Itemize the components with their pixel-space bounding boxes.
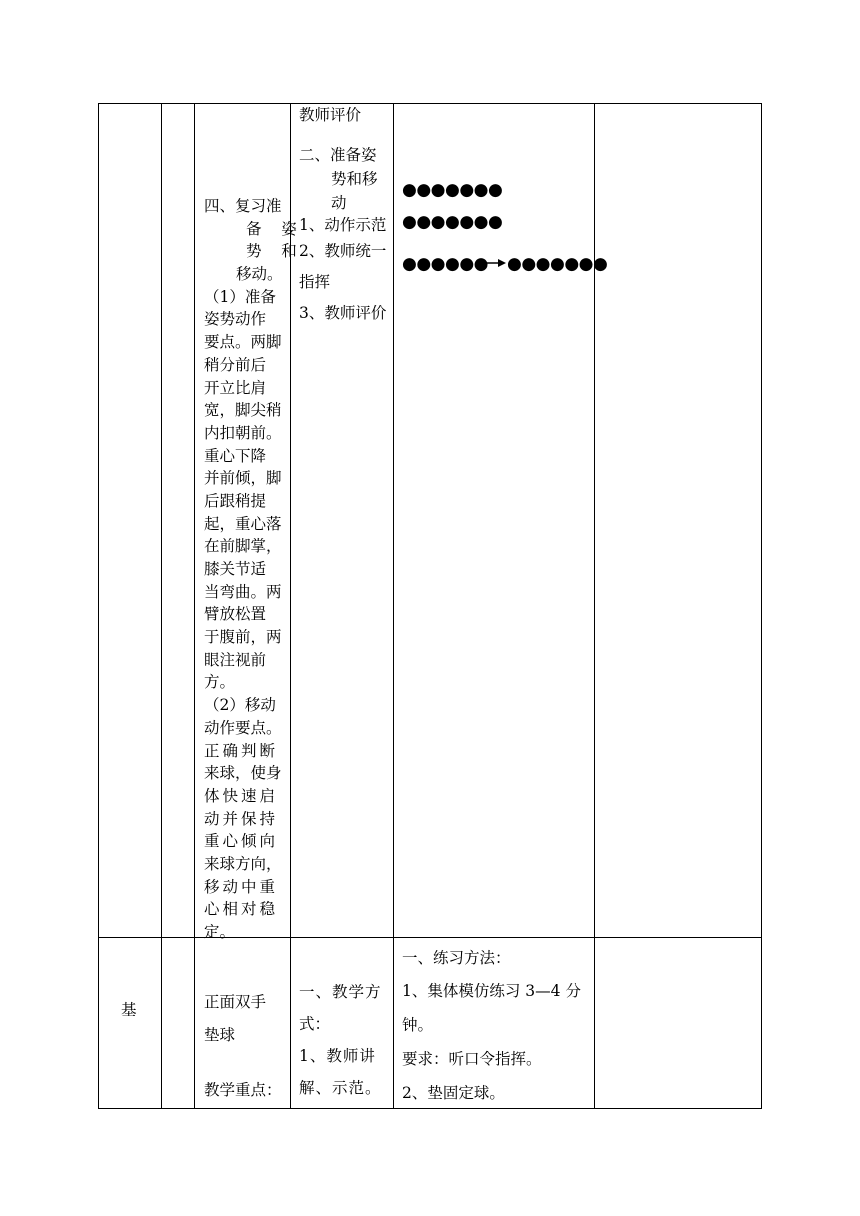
content-line: 起，重心落 xyxy=(204,514,282,533)
table-border-left xyxy=(98,103,99,1109)
content-line: 备 姿 xyxy=(246,219,297,238)
column-divider xyxy=(161,103,162,1109)
content-line: 膝关节适 xyxy=(204,560,267,578)
content-line: 稍分前后 xyxy=(204,355,267,374)
content-line: 移动中重 xyxy=(204,877,279,896)
practice-line: 2、垫固定球。 xyxy=(402,1084,505,1102)
content-line: 于腹前，两 xyxy=(204,628,282,647)
practice-line: 要求：听口令指挥。 xyxy=(402,1050,542,1068)
method-line: 动 xyxy=(331,194,347,212)
column-divider xyxy=(393,103,394,1109)
content-line: 臂放松置 xyxy=(204,605,267,624)
content-line: 正确判断 xyxy=(204,741,279,760)
practice-method-cell xyxy=(402,942,592,1110)
section-label: 基 xyxy=(121,1001,137,1019)
content-line: 定。 xyxy=(204,923,236,941)
method-line: 二、准备姿 xyxy=(299,146,377,164)
content-line: 并前倾，脚 xyxy=(204,469,282,488)
content-line: 当弯曲。两 xyxy=(204,582,282,601)
content-line: 后跟稍提 xyxy=(204,491,267,510)
arrow-right-icon xyxy=(481,257,507,269)
method-line: 3、教师评价 xyxy=(299,304,387,322)
content-line: 要点。两脚 xyxy=(204,333,282,352)
teaching-method-cell xyxy=(299,104,389,325)
content-line: 体快速启 xyxy=(204,786,279,805)
method-line: 指挥 xyxy=(299,273,331,291)
table-border-top xyxy=(98,103,762,104)
content-line: 来球，使身 xyxy=(204,764,282,783)
formation-row: ●●●●●● xyxy=(402,254,489,274)
method-line: 1、动作示范 xyxy=(299,216,387,234)
content-line: 开立比肩 xyxy=(204,378,267,397)
content-line: 移动。 xyxy=(236,265,283,284)
content-line: 重心下降 xyxy=(204,446,267,465)
method-line: 式： xyxy=(299,1015,331,1033)
content-line: 正面双手 xyxy=(204,993,267,1011)
method-line: 2、教师统一 xyxy=(299,242,387,260)
method-line: 一、教学方 xyxy=(299,983,382,1001)
formation-row: ●●●●●●● xyxy=(402,180,503,200)
content-line: 教学重点： xyxy=(204,1081,282,1099)
content-line: 重心倾向 xyxy=(204,832,279,851)
method-line: 解、示范。 xyxy=(299,1079,382,1097)
content-line: 内扣朝前。 xyxy=(204,423,282,442)
content-line: 来球方向， xyxy=(204,854,282,873)
content-line: 动作要点。 xyxy=(204,718,282,737)
content-line: 四、复习准 xyxy=(204,197,282,215)
content-line: （2）移动 xyxy=(204,696,276,715)
content-line: 眼注视前 xyxy=(204,650,267,669)
teaching-content-cell xyxy=(204,195,297,944)
content-line: 方。 xyxy=(204,673,236,692)
method-line: 1、教师讲 xyxy=(299,1047,376,1065)
method-line: 教师评价 xyxy=(299,106,362,124)
practice-line: 一、练习方法： xyxy=(402,949,511,967)
formation-row: ●●●●●●● xyxy=(507,254,608,274)
table-border-right xyxy=(761,103,762,1109)
content-line: （1）准备 xyxy=(204,287,276,306)
content-line: 心相对稳 xyxy=(204,900,279,919)
column-divider xyxy=(194,103,195,1109)
practice-line: 1、集体模仿练习 3—4 分 xyxy=(402,982,581,1000)
content-line: 在前脚掌， xyxy=(204,537,282,556)
row-divider xyxy=(98,937,762,938)
content-line: 垫球 xyxy=(204,1026,236,1044)
content-line: 势 和 xyxy=(246,242,297,261)
content-line: 宽，脚尖稍 xyxy=(204,401,282,420)
formation-row: ●●●●●●● xyxy=(402,212,503,232)
teaching-method-cell xyxy=(299,976,389,1104)
content-line: 动并保持 xyxy=(204,809,279,828)
teaching-content-cell xyxy=(204,986,284,1107)
method-line: 势和移 xyxy=(331,170,378,188)
content-line: 姿势动作 xyxy=(204,310,267,329)
practice-line: 钟。 xyxy=(402,1016,434,1034)
content-line xyxy=(204,1052,284,1074)
